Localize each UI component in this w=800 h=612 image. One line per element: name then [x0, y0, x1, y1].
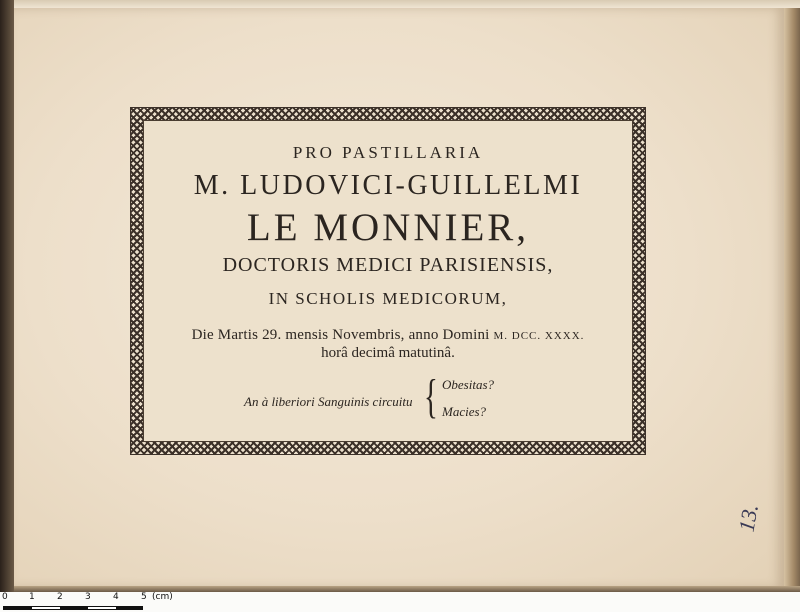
page-fore-edge: [784, 8, 800, 588]
frame-panel: [144, 121, 632, 441]
date-text: Die Martis 29. mensis Novembris, anno Domini: [191, 327, 490, 343]
title-author-surname: LE MONNIER,: [246, 206, 530, 249]
ruler-tick-3: 3: [85, 592, 91, 602]
ruler-tick-5: 5: [141, 592, 147, 602]
ruler-unit: (cm): [152, 592, 173, 602]
scale-ruler: [0, 592, 800, 612]
binding-gutter: [0, 0, 14, 592]
thesis-brace: {: [424, 370, 438, 423]
title-pro-pastillaria: PRO PASTILLARIA: [292, 143, 484, 162]
ruler-tick-0: 0: [2, 592, 8, 602]
handwritten-folio-number: 13.: [733, 502, 763, 534]
title-author-forenames: M. LUDOVICI-GUILLELMI: [193, 170, 583, 201]
title-date-line: [146, 327, 630, 344]
ruler-tick-2: 2: [57, 592, 63, 602]
thesis-question: An à liberiori Sanguinis circuitu: [244, 394, 413, 409]
ruler-scale-bar: [3, 606, 143, 610]
thesis-option-macies: Macies?: [442, 404, 487, 419]
title-scholis-line: IN SCHOLIS MEDICORUM,: [268, 289, 508, 308]
date-year: M. DCC. XXXX.: [493, 330, 585, 342]
ruler-tick-1: 1: [29, 592, 35, 602]
title-hour-line: horâ decimâ matutinâ.: [321, 345, 455, 361]
title-doctor-line: DOCTORIS MEDICI PARISIENSIS,: [222, 254, 554, 276]
ruler-tick-4: 4: [113, 592, 119, 602]
thesis-option-obesitas: Obesitas?: [442, 377, 494, 392]
